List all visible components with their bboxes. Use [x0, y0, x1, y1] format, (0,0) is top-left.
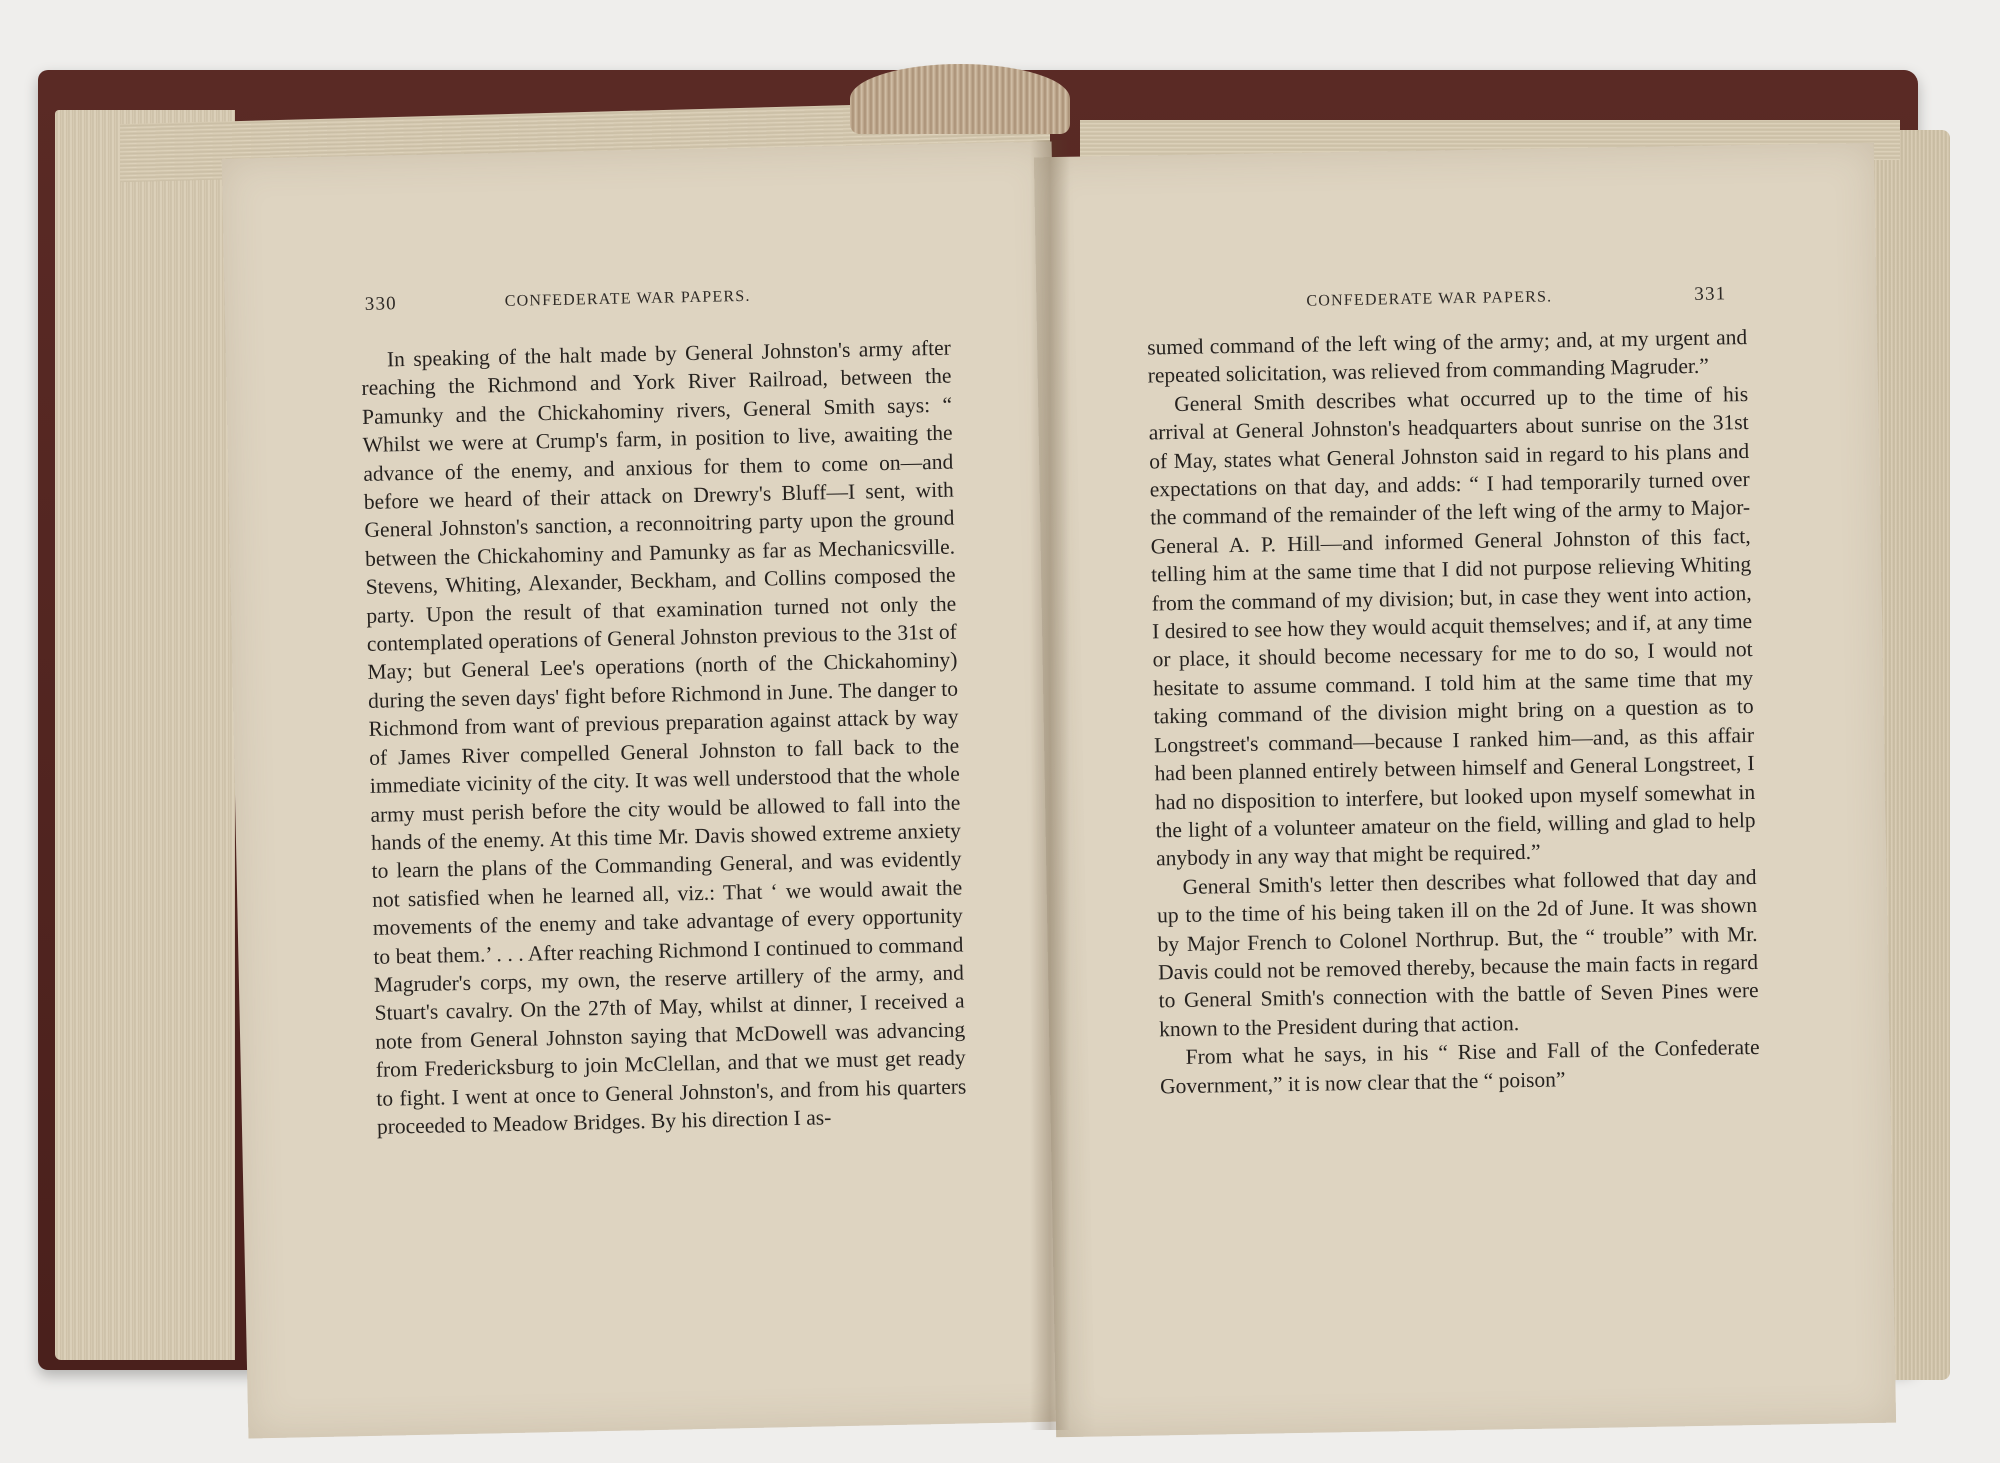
left-page-text	[361, 334, 968, 1142]
page-edges-left	[55, 110, 235, 1360]
right-paragraph-1: sumed command of the left wing of the army; and, at my urgent and repeated solicitation, was relieved from commanding Magruder.”	[1147, 325, 1748, 388]
left-running-head	[225, 281, 1055, 328]
spine-headband	[850, 64, 1070, 134]
right-running-head	[1036, 283, 1876, 328]
left-running-title: CONFEDERATE WAR PAPERS.	[504, 287, 751, 310]
right-paragraph-4: From what he says, in his “ Rise and Fall of the Confederate Government,” it is now clear that the “ poison”	[1159, 1035, 1760, 1098]
right-page-text	[1147, 323, 1760, 1100]
left-paragraph-1: In speaking of the halt made by General Johnston's army after reaching the Richmond and York River Railroad, between the Pamunky and the Chickahominy rivers, General Smith says: “ Whilst we were at Crump's farm, in position to live, awaiting the advance of the enemy, and anxious for them to come on—and before we heard of their attack on Drewry's Bluff—I sent, with General Johnston's sanction, a reconnoitring party upon the ground between the Chickahominy and Pamunky as far as Mechanicsville. Stevens, Whiting, Alexander, Beckham, and Collins composed the party. Upon the result of that examination turned not only the contemplated operations of General Johnston previous to the 31st of May; but General Lee's operations (north of the Chickahominy) during the seven days' fight before Richmond in June. The danger to Richmond from want of previous preparation against attack by way of James River compelled General Johnston to fall back to the immediate vicinity of the city. It was well understood that the whole army must perish before the city would be allowed to fall into the hands of the enemy. At this time Mr. Davis showed extreme anxiety to learn the plans of the Commanding General, and was evidently not satisfied when he learned all, viz.: That ‘ we would await the movements of the enemy and take advantage of every opportunity to beat them.’ . . . After reaching Richmond I continued to command Magruder's corps, my own, the reserve artillery of the army, and Stuart's cavalry. On the 27th of May, whilst at dinner, I received a note from General Johnston saying that McDowell was advancing from Fredericksburg to join McClellan, and that we must get ready to fight. I went at once to General Johnston's, and from his quarters proceeded to Meadow Bridges. By his direction I as-	[361, 335, 967, 1139]
right-running-title: CONFEDERATE WAR PAPERS.	[1306, 288, 1553, 310]
right-paragraph-2: General Smith describes what occurred up to the time of his arrival at General Johnston's headquarters about sunrise on the 31st of May, states what General Johnston said in regard to his plans and expectations on that day, and adds: “ I had temporarily turned over the command of the remainder of the left wing of the army to Major-General A. P. Hill—and informed General Johnston of this fact, telling him at the same time that I did not purpose relieving Whiting from the command of my division; but, in case they went into action, I desired to see how they would acquit themselves; and if, at any time or place, it should become necessary for me to do so, I would not hesitate to assume command. I told him at the same time that my taking command of the division might bring on a question as to Longstreet's command—because I ranked him—and, as this affair had been planned entirely between himself and General Longstreet, I had no disposition to interfere, but looked upon myself somewhat in the light of a volunteer amateur on the field, willing and glad to help anybody in any way that might be required.”	[1148, 381, 1756, 871]
right-page-number: 331	[1694, 283, 1727, 305]
left-page-number: 330	[364, 293, 398, 315]
right-paragraph-3: General Smith's letter then describes what followed that day and up to the time of his being taken ill on the 2d of June. It was shown by Major French to Colonel Northrup. But, the “ trouble” with Mr. Davis could not be removed thereby, because the main facts in regard to General Smith's connection with the battle of Seven Pines were known to the President during that action.	[1156, 864, 1759, 1042]
right-page	[1034, 143, 1896, 1437]
left-page	[222, 141, 1079, 1438]
book-gutter	[1030, 140, 1070, 1430]
